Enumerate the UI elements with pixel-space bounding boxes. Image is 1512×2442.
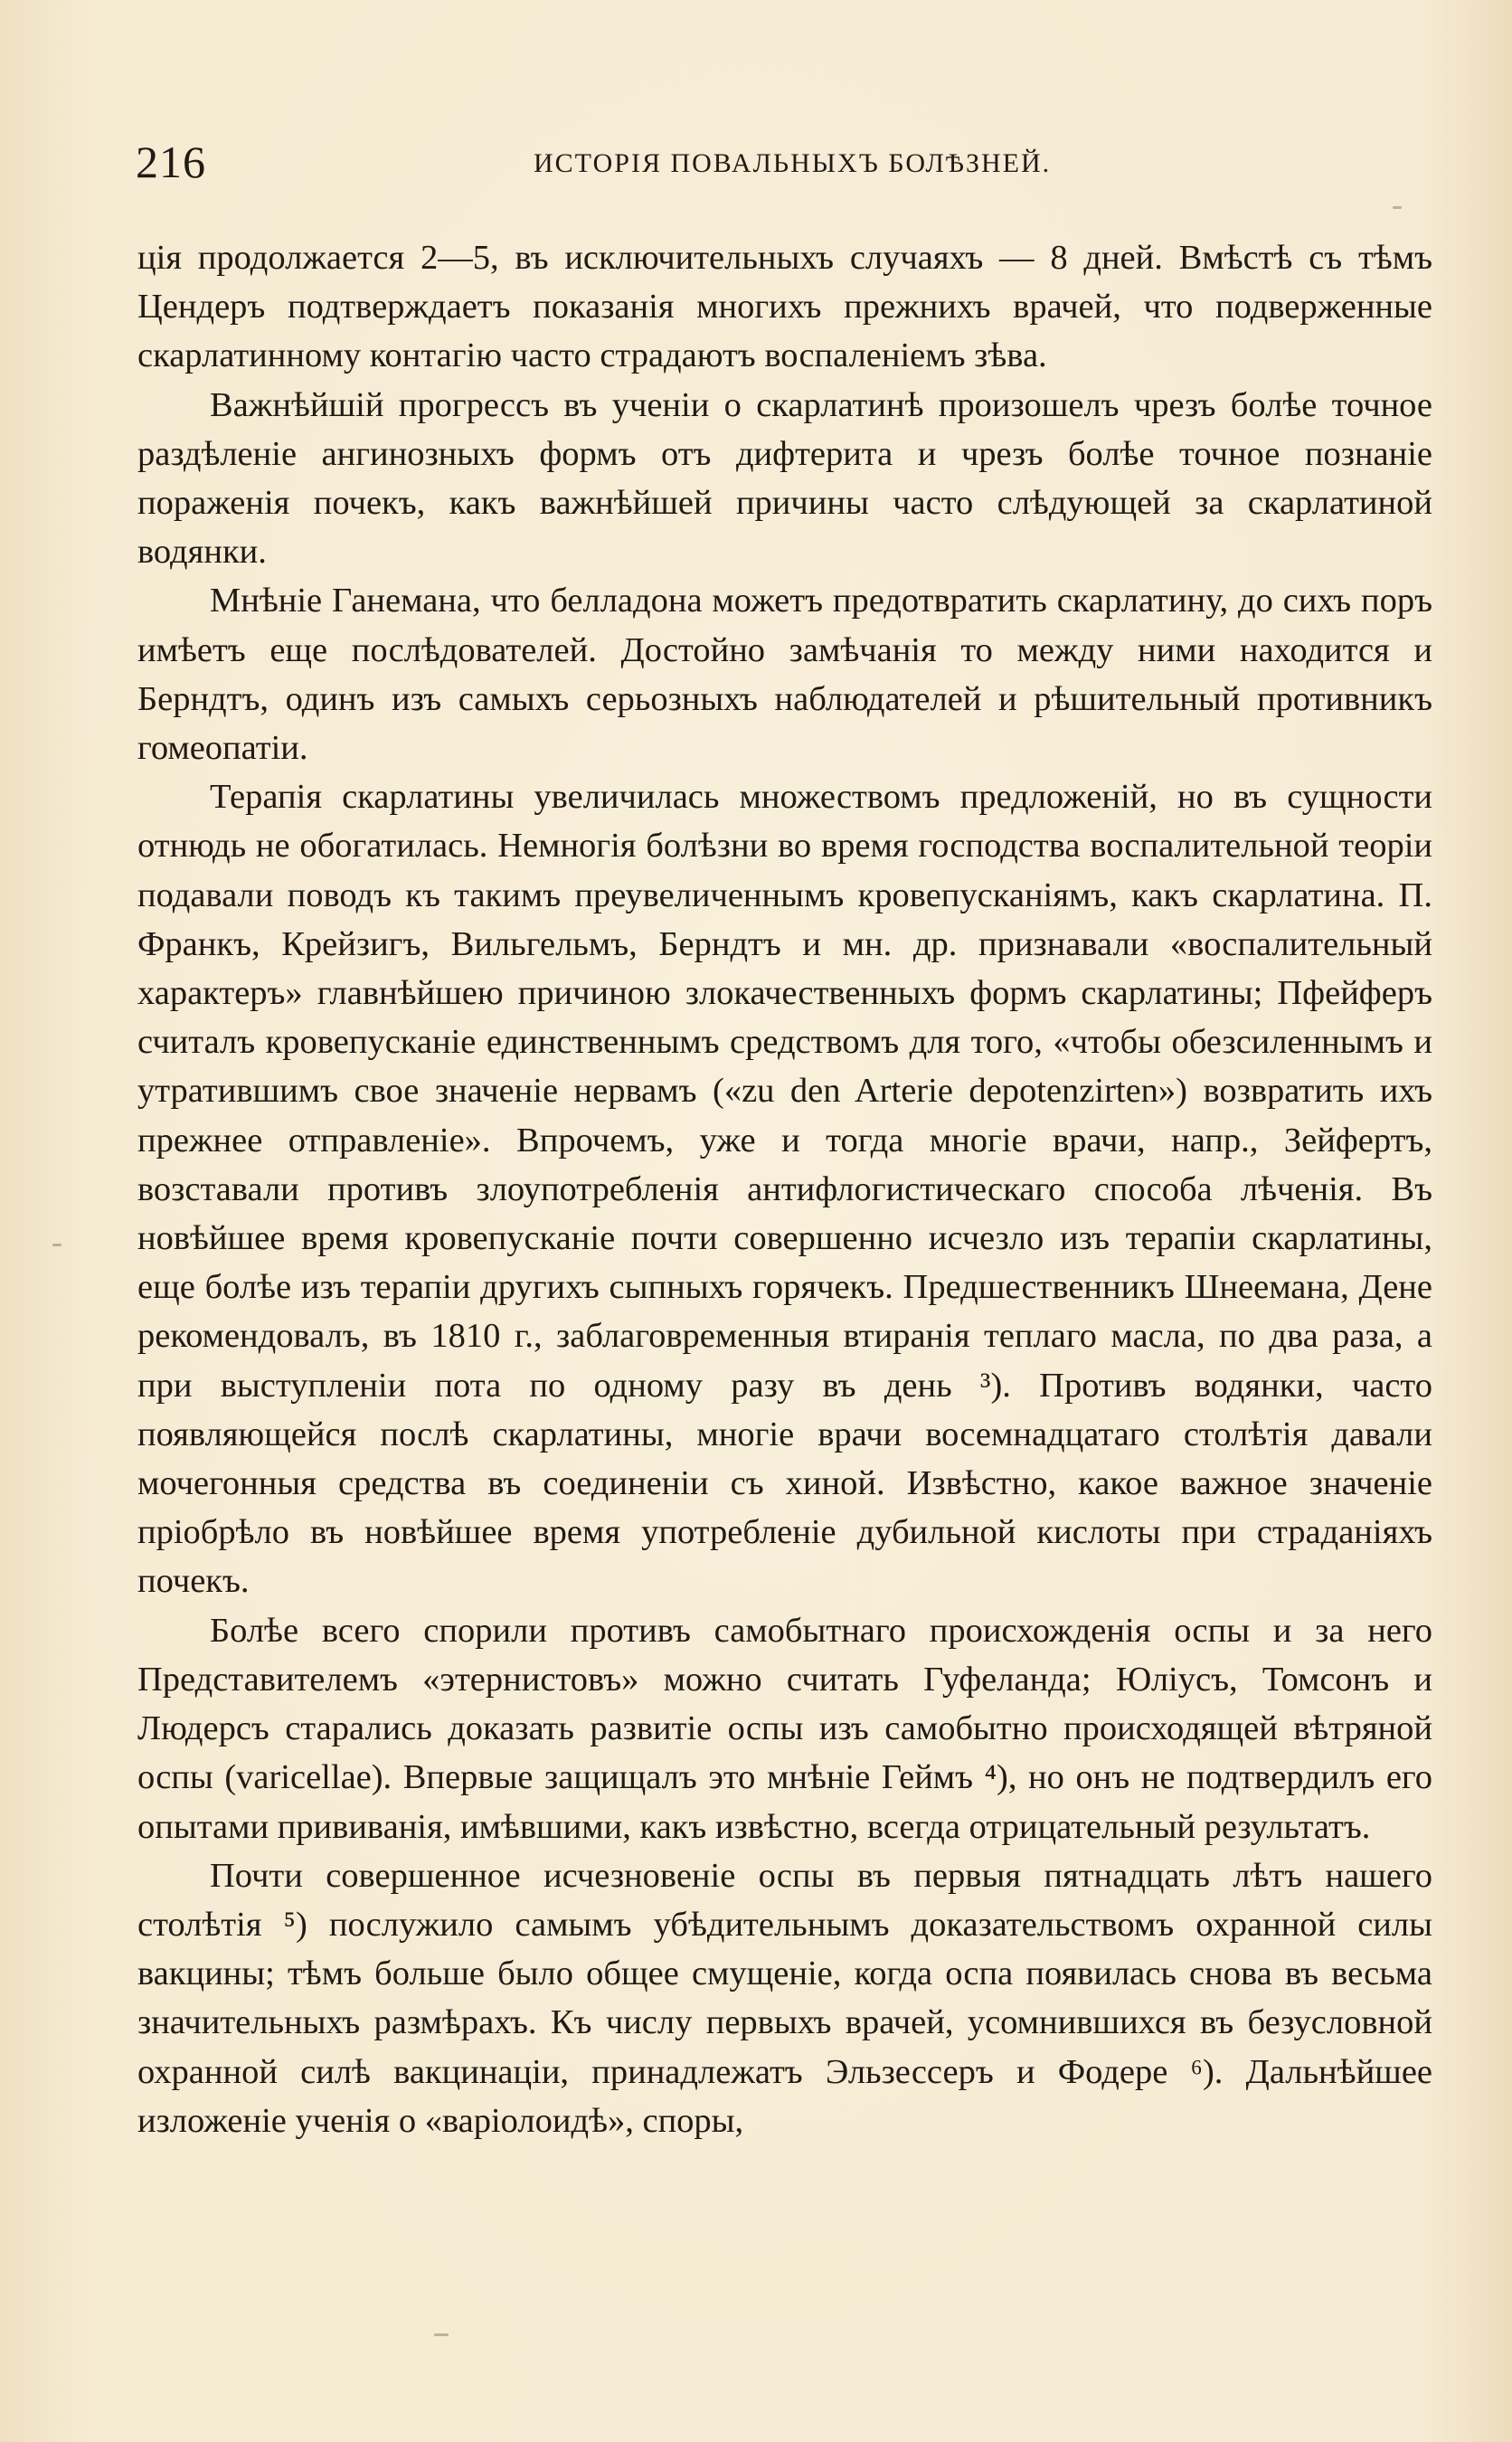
body-text — [137, 233, 1432, 2145]
paragraph: Важнѣйшій прогрессъ въ ученіи о скарлатинѣ произошелъ чрезъ болѣе точное раздѣленіе ангинозныхъ формъ отъ дифтерита и чрезъ болѣе точное познаніе пораженія почекъ, какъ важнѣйшей причины часто слѣдующей за скарлатиной водянки. — [137, 385, 1432, 572]
paper-mark — [52, 1244, 61, 1246]
page-number: 216 — [136, 137, 206, 187]
paragraph: Терапія скарлатины увеличилась множествомъ предложеній, но въ сущности отнюдь не обогатилась. Немногія болѣзни во время господства воспалительной теоріи подавали поводъ къ такимъ преувеличеннымъ кровепусканіямъ, какъ скарлатина. П. Франкъ, Крейзигъ, Вильгельмъ, Берндтъ и мн. др. признавали «воспалительный характеръ» главнѣйшею причиною злокачественныхъ формъ скарлатины; Пфейферъ считалъ кровепусканіе единственнымъ средствомъ для того, «чтобы обезсиленнымъ и утратившимъ свое значеніе нервамъ («zu den Arterie depotenzirten») возвратить ихъ прежнее отправленіе». Впрочемъ, уже и тогда многіе врачи, напр., Зейфертъ, возставали противъ злоупотребленія антифлогистическаго способа лѣченія. Въ новѣйшее время кровепусканіе почти совершенно исчезло изъ терапіи скарлатины, еще болѣе изъ терапіи другихъ сыпныхъ горячекъ. Предшественникъ Шнеемана, Дене рекомендовалъ, въ 1810 г., заблаговременныя втиранія теплаго масла, по два раза, а при выступленіи пота по одному разу въ день ³). Противъ водянки, часто появляющейся послѣ скарлатины, многіе врачи восемнадцатаго столѣтія давали мочегонныя средства въ соединеніи съ хиной. Извѣстно, какое важное значеніе пріобрѣло въ новѣйшее время употребленіе дубильной кислоты при страданіяхъ почекъ. — [137, 778, 1432, 1601]
page-header — [136, 136, 1438, 199]
paper-mark — [434, 2333, 449, 2336]
paper-mark — [1393, 206, 1402, 209]
running-title: ИСТОРІЯ ПОВАЛЬНЫХЪ БОЛѢЗНЕЙ. — [534, 148, 1052, 178]
paragraph: Болѣе всего спорили противъ самобытнаго происхожденія оспы и за него Представителемъ «этернистовъ» можно считать Гуфеланда; Юліусъ, Томсонъ и Людерсъ старались доказать развитіе оспы изъ самобытно происходящей вѣтряной оспы (varicellae). Впервые защищалъ это мнѣніе Геймъ ⁴), но онъ не подтвердилъ его опытами прививанія, имѣвшими, какъ извѣстно, всегда отрицательный результатъ. — [137, 1611, 1432, 1846]
paragraph: Мнѣніе Ганемана, что белладона можетъ предотвратить скарлатину, до сихъ поръ имѣетъ еще послѣдователей. Достойно замѣчанія то между ними находится и Берндтъ, одинъ изъ самыхъ серьозныхъ наблюдателей и рѣшительный противникъ гомеопатіи. — [137, 582, 1432, 768]
paragraph: Почти совершенное исчезновеніе оспы въ первыя пятнадцать лѣтъ нашего столѣтія ⁵) послужило самымъ убѣдительнымъ доказательствомъ охранной силы вакцины; тѣмъ больше было общее смущеніе, когда оспа появилась снова въ весьма значительныхъ размѣрахъ. Къ числу первыхъ врачей, усомнившихся въ безусловной охранной силѣ вакцинаціи, принадлежатъ Эльзессеръ и Фодере ⁶). Дальнѣйшее изложеніе ученія о «варіолоидѣ», споры, — [137, 1856, 1432, 2140]
paragraph-continuation: ція продолжается 2—5, въ исключительныхъ случаяхъ — 8 дней. Вмѣстѣ съ тѣмъ Цендеръ подтверждаетъ показанія многихъ прежнихъ врачей, что подверженные скарлатинному контагію часто страдаютъ воспаленіемъ зѣва. — [137, 239, 1432, 375]
